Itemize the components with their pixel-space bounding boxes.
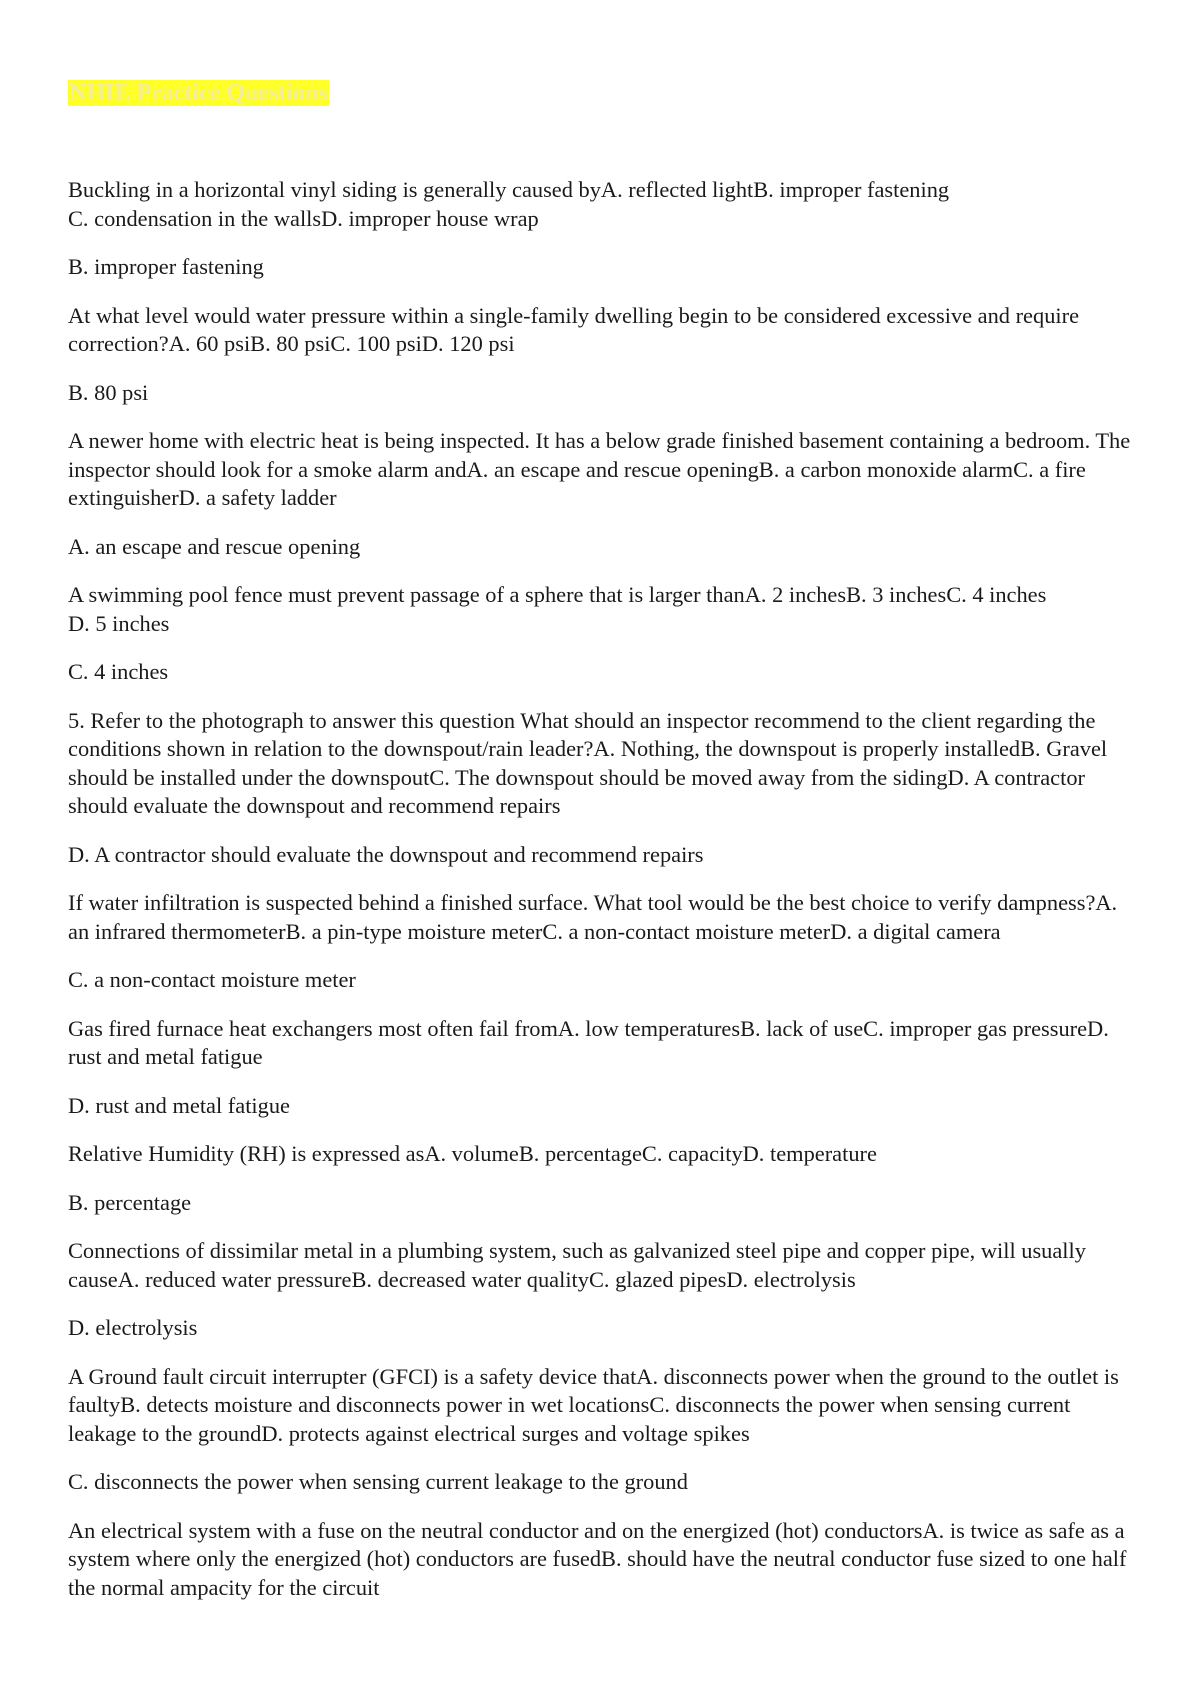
question-6: If water infiltration is suspected behind a finished surface. What tool would be the best choice to verify dampness?A. an infrared thermometerB. a pin-type moisture meterC. a non-contact moisture meterD. a digital camera: [68, 890, 1118, 944]
answer-1: B. improper fastening: [68, 254, 264, 279]
question-10: A Ground fault circuit interrupter (GFCI) is a safety device thatA. disconnects power when the ground to the outlet is faultyB. detects moisture and disconnects power in wet locationsC. disconnects the power when sensing current leakage to the groundD. protects against electrical surges and voltage spikes: [68, 1363, 1119, 1446]
document-title-text: NHIE Practice Questions: [69, 80, 328, 106]
answer-5: D. A contractor should evaluate the downspout and recommend repairs: [68, 841, 704, 867]
answer-10: C. disconnects the power when sensing current leakage to the ground: [68, 1469, 688, 1494]
answer-4: C. 4 inches: [68, 659, 169, 684]
question-7: Gas fired furnace heat exchangers most often fail fromA. low temperaturesB. lack of useC. improper gas pressureD. rust and metal fatigue: [68, 1015, 1109, 1069]
question-9: Connections of dissimilar metal in a plumbing system, such as galvanized steel pipe and copper pipe, will usually causeA. reduced water pressureB. decreased water qualityC. glazed pipesD. electrolysis: [68, 1238, 1086, 1292]
qa-list: [68, 176, 1132, 1622]
question-8: Relative Humidity (RH) is expressed asA. volumeB. percentageC. capacityD. temperature: [68, 1141, 877, 1166]
document-title: [68, 79, 329, 107]
answer-2: B. 80 psi: [68, 379, 149, 405]
question-2: At what level would water pressure within a single-family dwelling begin to be considered excessive and require correction?A. 60 psiB. 80 psiC. 100 psiD. 120 psi: [68, 302, 1080, 356]
question-1: Buckling in a horizontal vinyl siding is generally caused byA. reflected lightB. improper fastening C. condensation in the wallsD. improper house wrap: [68, 177, 950, 231]
answer-7: D. rust and metal fatigue: [68, 1092, 290, 1118]
question-11: An electrical system with a fuse on the neutral conductor and on the energized (hot) conductorsA. is twice as safe as a system where only the energized (hot) conductors are fusedB. should have the neutral conductor fuse sized to one half the normal ampacity for the circuit: [68, 1517, 1127, 1600]
question-5: 5. Refer to the photograph to answer this question What should an inspector recommend to the client regarding the conditions shown in relation to the downspout/rain leader?A. Nothing, the downspout is properly installedB. Gravel should be installed under the downspoutC. The downspout should be moved away from the sidingD. A contractor should evaluate the downspout and recommend repairs: [68, 707, 1108, 818]
answer-3: A. an escape and rescue opening: [68, 533, 361, 559]
answer-8: B. percentage: [68, 1189, 192, 1215]
answer-9: D. electrolysis: [68, 1315, 198, 1340]
question-4: A swimming pool fence must prevent passage of a sphere that is larger thanA. 2 inchesB. 3 inchesC. 4 inches D. 5 inches: [68, 582, 1047, 636]
answer-6: C. a non-contact moisture meter: [68, 967, 356, 992]
question-3: A newer home with electric heat is being inspected. It has a below grade finished basement containing a bedroom. The inspector should look for a smoke alarm andA. an escape and rescue openingB. a carbon monoxide alarmC. a fire extinguisherD. a safety ladder: [68, 428, 1131, 510]
